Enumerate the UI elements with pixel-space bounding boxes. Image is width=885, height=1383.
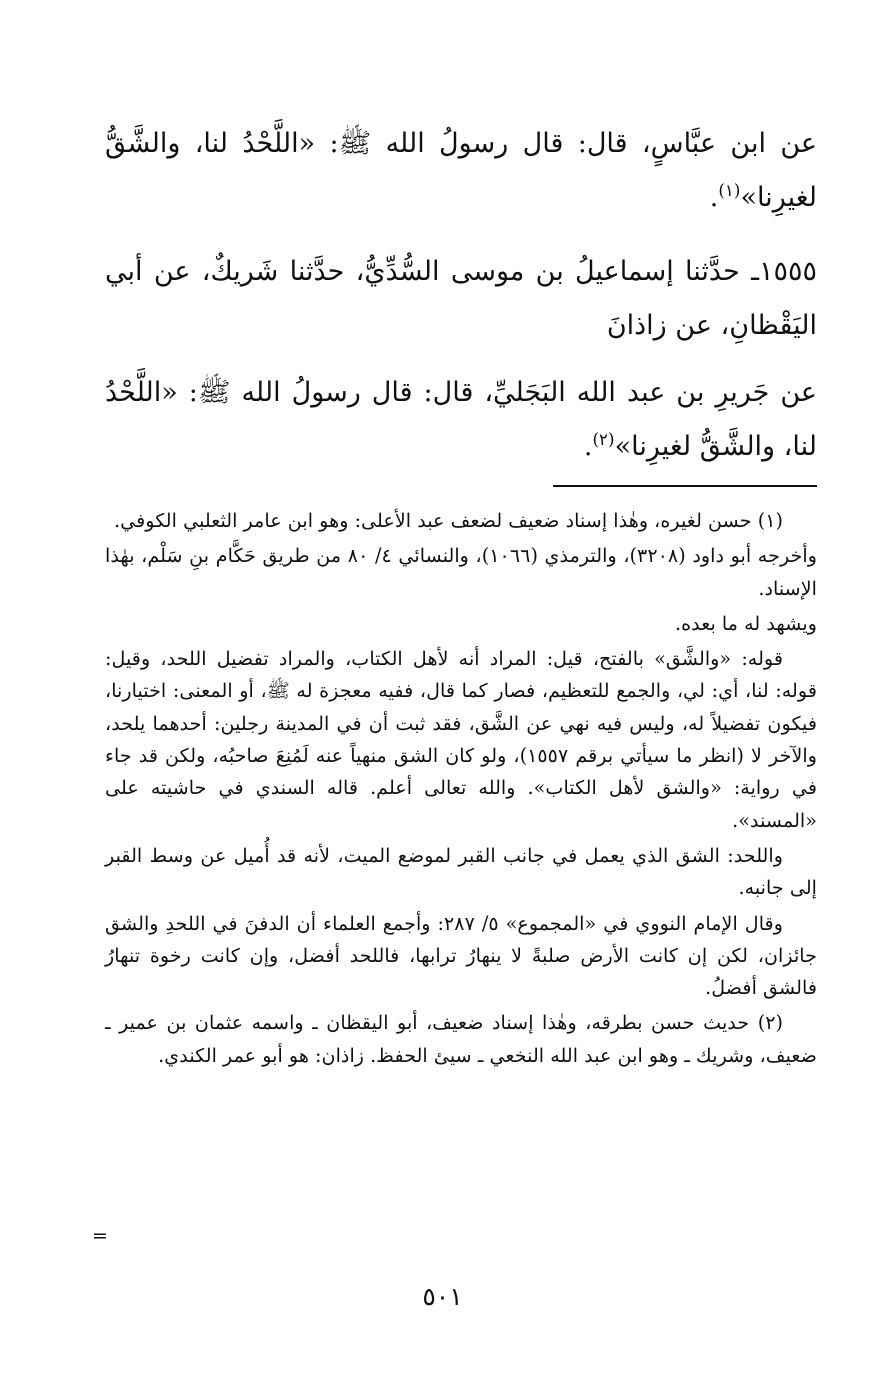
hadith-text-1-body: عن ابن عبَّاسٍ، قال: قال رسولُ الله ﷺ: «اللَّحْدُ لنا، والشَّقُّ لغيرِنا» [105,128,817,213]
hadith-text-1-end: . [709,182,719,213]
footnotes-section [105,505,817,1075]
footnote-separator [553,485,817,487]
footnote-1-lahd-definition: واللحد: الشق الذي يعمل في جانب القبر لموضع الميت، لأنه قد أُميل عن وسط القبر إلى جانبه. [105,843,817,900]
footnote-ref-2: (٢) [592,429,615,449]
footnote-1-grade: (١) حسن لغيره، وهٰذا إسناد ضعيف لضعف عبد الأعلى: وهو ابن عامر الثعلبي الكوفي. [114,509,783,532]
page-number: ٥٠١ [422,1282,463,1311]
footnote-1-nawawi-quote: وقال الإمام النووي في «المجموع» ٥/ ٢٨٧: وأجمع العلماء أن الدفنَ في اللحدِ والشق جائزان، لكن إن كانت الأرض صلبةً لا ينهارُ ترابها، فاللحد أفضل، وإن كانت رخوة تنهارُ فالشق أفضلُ. [105,911,817,1000]
hadith-text-2-body: عن جَريرِ بن عبد الله البَجَليِّ، قال: قال رسولُ الله ﷺ: «اللَّحْدُ لنا، والشَّقُّ لغيرِنا» [105,377,817,462]
footnote-2-grade: (٢) حديث حسن بطرقه، وهٰذا إسناد ضعيف، أبو اليقظان ـ واسمه عثمان بن عمير ـ ضعيف، وشريك ـ وهو ابن عبد الله النخعي ـ سيئ الحفظ. زاذان: هو أبو عمر الكندي. [105,1011,817,1067]
hadith-chain-1555 [105,245,817,353]
hadith-text-1 [105,117,817,225]
footnote-1-commentary: قوله: «والشَّق» بالفتح، قيل: المراد أنه لأهل الكتاب، والمراد تفضيل اللحد، وقيل: قوله: لنا، أي: لي، والجمع للتعظيم، فصار كما قال، ففيه معجزة له ﷺ، أو المعنى: اختيارنا، فيكون تفضيلاً له، وليس فيه نهي عن الشَّق، فقد ثبت أن في المدينة رجلين: أحدهما يلحد، والآخر لا (انظر ما سيأتي برقم ١٥٥٧)، ولو كان الشق منهياً عنه لَمُنِعَ صاحبُه، ولكن قد جاء في رواية: «والشق لأهل الكتاب». والله تعالى أعلم. قاله السندي في حاشيته على «المسند». [105,647,817,832]
hadith-text-2 [105,366,817,474]
hadith-chain-1555-body: ١٥٥٥ـ حدَّثنا إسماعيلُ بن موسى السُّدِّيُّ، حدَّثنا شَريكٌ، عن أبي اليَقْظانِ، عن زاذانَ [105,256,817,341]
footnote-1-takhrij: وأخرجه أبو داود (٣٢٠٨)، والترمذي (١٠٦٦)، والنسائي ٤/ ٨٠ من طريق حَكَّام بنِ سَلْم، بهٰذا الإسناد. [105,544,817,600]
footnote-ref-1: (١) [718,180,741,200]
hadith-text-2-end: . [583,431,593,462]
continuation-mark: = [92,1225,108,1247]
footnote-1-witness: ويشهد له ما بعده. [674,611,817,635]
